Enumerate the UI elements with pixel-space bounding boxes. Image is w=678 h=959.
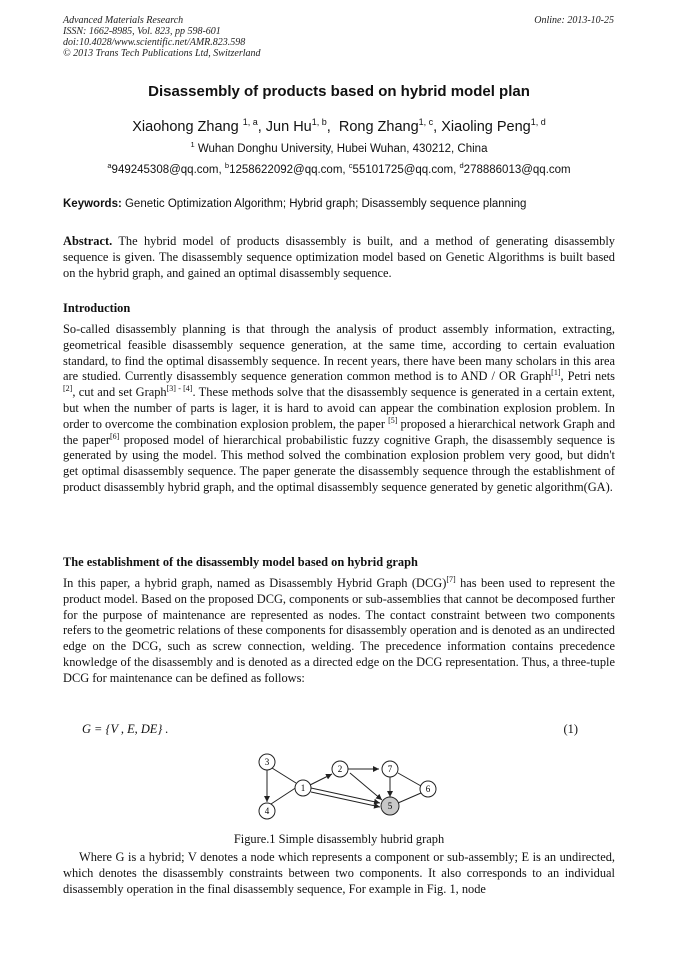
body-text: proposed a hierarchical network Graph and the paper [63, 416, 616, 447]
graph-edge [311, 788, 380, 803]
equation: G = {V , E, DE} . [82, 722, 169, 736]
email-marker: d [459, 161, 464, 170]
email-marker: b [224, 161, 230, 170]
graph-edge [272, 768, 296, 783]
body-text: , cut and set Graph [72, 385, 167, 400]
email-list [0, 161, 678, 176]
graph-node-label: 2 [337, 764, 343, 774]
abstract-text: The hybrid model of products disassembly is built, and a method of generating disassembly sequence is given. The disassembly sequence optimization model based on Genetic Algorithms is built based on the hybrid graph, and gained an optimal disassembly sequence. [63, 234, 615, 280]
author-affiliation-marker: 1, d [530, 117, 546, 127]
paper-title: Disassembly of products based on hybrid model plan [148, 83, 530, 100]
author-affiliation-marker: 1, a [242, 117, 258, 127]
online-date: Online: 2013-10-25 [534, 15, 614, 26]
section-heading-introduction: Introduction [63, 301, 131, 315]
author-affiliation-marker: 1, b [311, 117, 327, 127]
body-text: In this paper, a hybrid graph, named as Disassembly Hybrid Graph (DCG) [63, 576, 447, 590]
body-text: . These methods solve that the disassembly sequence is generated in a certain extent, but when the number of parts is lager, it is hard to avoid can appear the combination explosion problem. In order to overcome the combination explosion problem, the paper [63, 385, 615, 431]
email-address: 949245308@qq.com, [111, 164, 225, 176]
abstract [63, 234, 615, 281]
graph-node-label: 6 [425, 784, 431, 794]
citation: [6] [109, 431, 120, 441]
affiliation [0, 140, 678, 155]
journal-header [63, 15, 261, 59]
introduction-paragraph [63, 322, 615, 496]
author-name: Xiaohong Zhang [132, 119, 239, 135]
graph-edge [350, 773, 382, 800]
issn-line: ISSN: 1662-8985, Vol. 823, pp 598-601 [63, 26, 221, 37]
email-marker: a [107, 161, 112, 170]
citation: [2] [63, 384, 73, 394]
author-name: Jun Hu [265, 119, 312, 135]
body-text: has been used to represent the product model. Based on the proposed DCG, components or sub-assemblies that cannot be decomposed further for the purpose of maintenance are represented as nodes. The contact constraint between two components refers to the geometric relations of these components for disassembly operation and is denoted as an undirected edge on the DCG, such as screw connection, welding. The precedence information contains precedence knowledge of the disassembly and is denoted as a directed edge on the DCG representation. Thus, a three-tuple DCG for maintenance can be defined as follows: [63, 576, 616, 685]
doi-line: doi:10.4028/www.scientific.net/AMR.823.598 [63, 37, 246, 48]
section-heading-establishment: The establishment of the disassembly model based on hybrid graph [63, 555, 418, 569]
equation-number: (1) [563, 722, 578, 736]
body-text: proposed model of hierarchical probabilistic fuzzy cognitive Graph, the disassembly sequence is generated by using the model. This method solved the combination explosion problem very good, but didn't get optimal disassembly sequence. The paper generate the disassembly sequence through the establishment of product disassembly hybrid graph, and the optimal disassembly sequence generated by genetic algorithm(GA). [63, 432, 615, 494]
keywords-text: Genetic Optimization Algorithm; Hybrid graph; Disassembly sequence planning [121, 198, 527, 210]
citation: [7] [446, 575, 456, 584]
author-affiliation-marker: 1, c [418, 117, 434, 127]
abstract-label: Abstract. [63, 234, 113, 248]
body-paragraph: Where G is a hybrid; V denotes a node which represents a component or sub-assembly; E is an undirected, which denotes the disassembly constraints between two components. It also corresponds to an individual disassembly operation in the final disassembly sequence, For example in Fig. 1, node [63, 850, 615, 896]
graph-edge [398, 773, 421, 786]
graph-node-label: 1 [300, 783, 306, 793]
author-separator: , [257, 119, 266, 135]
copyright-line: © 2013 Trans Tech Publications Ltd, Switzerland [63, 48, 261, 59]
body-text: So-called disassembly planning is that through the analysis of product assembly information, extracting, geometrical feasible disassembly sequence generation, at the same time, according to certain evaluation standard, to find the optimal disassembly sequence. In recent years, there have been many scholars in this area are studied. Currently disassembly sequence generation common method is to AND / OR Graph [63, 322, 615, 384]
affiliation-marker: 1 [190, 140, 195, 149]
email-address: 55101725@qq.com, [352, 164, 460, 176]
hybrid-graph-figure [250, 748, 446, 828]
graph-node-label: 3 [264, 757, 270, 767]
author-name: Rong Zhang [338, 119, 419, 135]
figure-caption: Figure.1 Simple disassembly hubrid graph [233, 832, 445, 846]
affiliation-text: Wuhan Donghu University, Hubei Wuhan, 430212, China [197, 143, 488, 155]
email-address: 1258622092@qq.com, [229, 164, 349, 176]
graph-edge [310, 774, 332, 785]
author-separator: , [433, 119, 442, 135]
keywords [63, 198, 615, 210]
author-list [0, 117, 678, 135]
graph-edge [398, 793, 421, 803]
author-separator: , [326, 119, 335, 135]
citation: [1] [551, 368, 561, 378]
keywords-label: Keywords: [63, 198, 122, 210]
journal-name: Advanced Materials Research [63, 15, 184, 26]
body-text: , Petri nets [560, 369, 615, 384]
citation: [5] [388, 415, 398, 425]
citation: [3] - [4] [166, 384, 193, 394]
author-name: Xiaoling Peng [441, 119, 531, 135]
graph-node-label: 5 [387, 801, 393, 811]
graph-node-label: 7 [387, 764, 393, 774]
graph-node-label: 4 [264, 806, 270, 816]
establishment-paragraph [63, 576, 615, 687]
email-address: 278886013@qq.com [463, 164, 571, 176]
graph-edge [311, 792, 380, 807]
email-marker: c [348, 161, 353, 170]
